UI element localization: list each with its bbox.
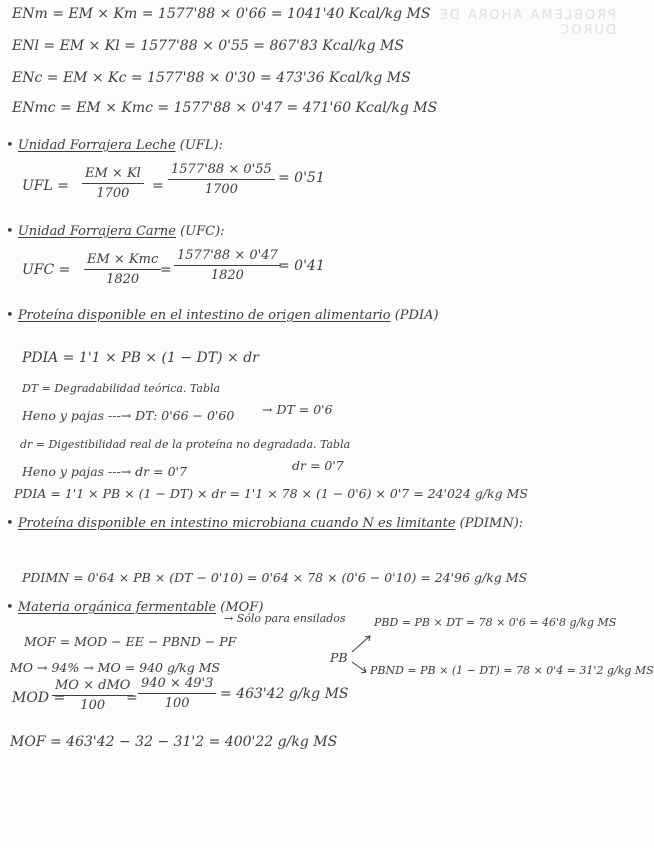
ufl-heading: • Unidad Forrajera Leche (UFL): (6, 138, 223, 153)
enm-line: ENm = EM × Km = 1577'88 × 0'66 = 1041'40 Kcal/kg MS (12, 6, 431, 22)
bleed-through-text: PROBLEMA AHORA DE DUROC (437, 8, 616, 38)
dt-definition: DT = Degradabilidad teórica. Tabla (22, 382, 221, 395)
pbd-line: PBD = PB × DT = 78 × 0'6 = 46'8 g/kg MS (374, 616, 617, 629)
dt-food: Heno y pajas ---→ DT: 0'66 − 0'60 (22, 408, 235, 423)
mo-line: MO → 94% → MO = 940 g/kg MS (10, 660, 221, 675)
dr-food: Heno y pajas ---→ dr = 0'7 (22, 464, 187, 479)
ufc-result: = 0'41 (278, 258, 325, 274)
ufl-f1-numerator: EM × Kl (82, 166, 144, 184)
enmc-line: ENmc = EM × Kmc = 1577'88 × 0'47 = 471'60 Kcal/kg MS (12, 100, 438, 116)
dr-result: dr = 0'7 (292, 458, 344, 473)
enc-line: ENc = EM × Kc = 1577'88 × 0'30 = 473'36 Kcal/kg MS (12, 70, 411, 86)
mod-lhs: MOD = (12, 690, 66, 706)
ufl-equals: = (152, 178, 164, 194)
mod-f1-denominator: 100 (80, 698, 106, 713)
ufl-f1-denominator: 1700 (96, 186, 130, 201)
dt-result: → DT = 0'6 (262, 402, 333, 417)
mod-f2-denominator: 100 (164, 696, 190, 711)
mod-equals: = (126, 690, 138, 706)
enl-line: ENl = EM × Kl = 1577'88 × 0'55 = 867'83 Kcal/kg MS (12, 38, 404, 54)
ufl-result: = 0'51 (278, 170, 325, 186)
mof-formula: MOF = MOD − EE − PBND − PF (24, 634, 237, 649)
ufc-equals: = (160, 262, 172, 278)
ufl-f2-denominator: 1700 (204, 182, 238, 197)
ufc-f2-numerator: 1577'88 × 0'47 (174, 248, 281, 266)
ufc-f1-numerator: EM × Kmc (84, 252, 161, 270)
mod-result: = 463'42 g/kg MS (220, 686, 349, 702)
pb-label: PB (330, 650, 348, 665)
pdimn-calculation: PDIMN = 0'64 × PB × (DT − 0'10) = 0'64 × 78 × (0'6 − 0'10) = 24'96 g/kg MS (22, 570, 528, 585)
pdia-heading: • Proteína disponible en el intestino de origen alimentario (PDIA) (6, 308, 439, 323)
mod-f2-numerator: 940 × 49'3 (138, 676, 216, 694)
mod-f1-numerator: MO × dMO (52, 678, 133, 696)
mof-final: MOF = 463'42 − 32 − 31'2 = 400'22 g/kg MS (10, 734, 338, 750)
pdia-calculation: PDIA = 1'1 × PB × (1 − DT) × dr = 1'1 × 78 × (1 − 0'6) × 0'7 = 24'024 g/kg MS (14, 486, 528, 501)
mof-note: → Sólo para ensilados (224, 612, 346, 625)
pdimn-heading: • Proteína disponible en intestino microbiana cuando N es limitante (PDIMN): (6, 516, 524, 531)
mof-heading: • Materia orgánica fermentable (MOF) (6, 600, 264, 615)
ufc-f1-denominator: 1820 (106, 272, 140, 287)
ufc-lhs: UFC = (22, 262, 71, 278)
ufl-f2-numerator: 1577'88 × 0'55 (168, 162, 275, 180)
ufl-lhs: UFL = (22, 178, 69, 194)
pdia-formula: PDIA = 1'1 × PB × (1 − DT) × dr (22, 350, 259, 366)
pbnd-line: PBND = PB × (1 − DT) = 78 × 0'4 = 31'2 g/kg MS (370, 664, 654, 677)
ufc-f2-denominator: 1820 (210, 268, 244, 283)
ufc-heading: • Unidad Forrajera Carne (UFC): (6, 224, 225, 239)
dr-definition: dr = Digestibilidad real de la proteína no degradada. Tabla (20, 438, 351, 451)
